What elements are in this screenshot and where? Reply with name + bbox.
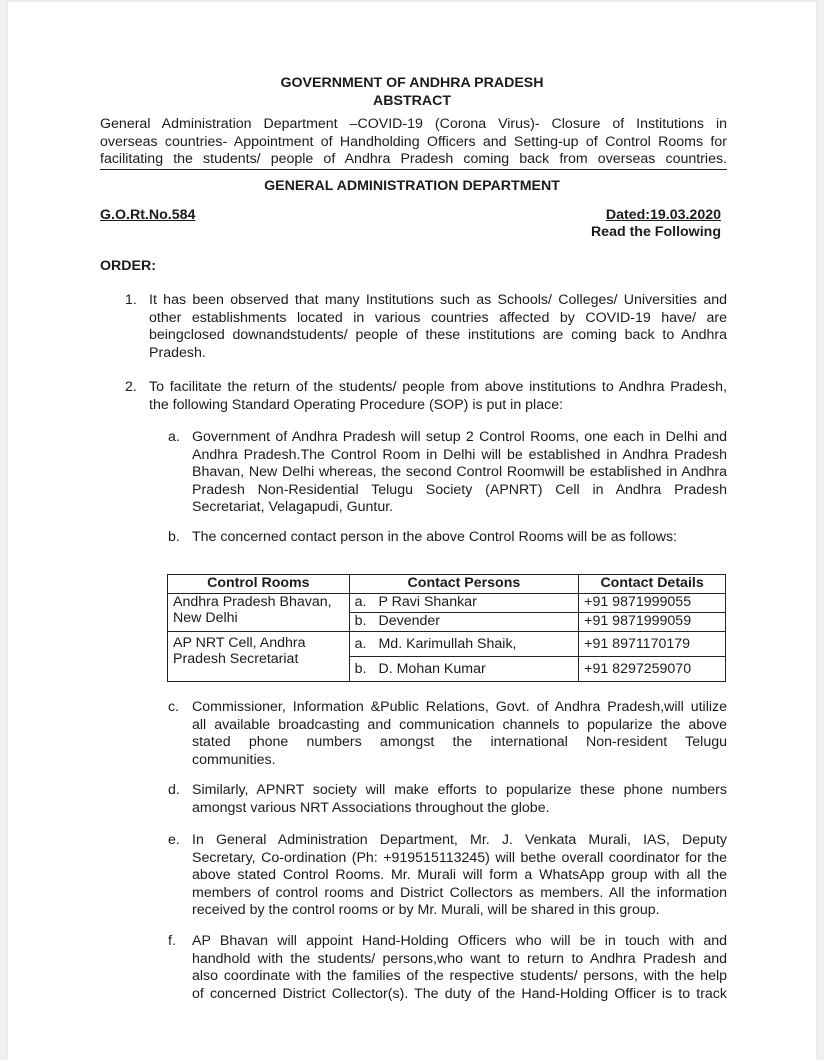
contact-person: Devender xyxy=(378,613,441,629)
control-room-cell xyxy=(168,632,350,682)
item-a xyxy=(192,429,727,517)
control-room-name: AP NRT Cell, Andhra xyxy=(173,635,306,651)
para-line: beingclosed downandstudents/ people of these institutions are coming back to Andhra xyxy=(149,327,727,343)
item-line: AP Bhavan will appoint Hand-Holding Officers who will be in touch with and xyxy=(192,933,727,949)
para-line: It has been observed that many Institutions such as Schools/ Colleges/ Universities and xyxy=(149,292,727,308)
contact-person-cell xyxy=(349,613,579,632)
table-header: Contact Persons xyxy=(349,575,579,594)
item-b xyxy=(192,529,727,547)
item-line: Bhavan, New Delhi whereas, the second Control Roomwill be established in Andhra xyxy=(192,464,727,480)
contact-phone: +91 8297259070 xyxy=(579,657,726,682)
item-line: Secretariat, Velagapudi, Guntur. xyxy=(192,499,394,515)
contact-person-cell xyxy=(349,657,579,682)
subject-line: overseas countries- Appointment of Handholding Officers and Setting-up of Control Rooms for xyxy=(100,133,727,150)
subject-line: facilitating the students/ people of Andhra Pradesh coming back from overseas countries. xyxy=(100,151,727,170)
item-label: f. xyxy=(168,933,176,949)
item-line: of concerned District Collector(s). The duty of the Hand-Holding Officer is to track xyxy=(192,985,727,1002)
para-line: Pradesh. xyxy=(149,344,206,361)
table-header: Contact Details xyxy=(579,575,726,594)
item-line: The concerned contact person in the above Control Rooms will be as follows: xyxy=(192,529,677,545)
para-2 xyxy=(149,379,727,414)
read-the-following: Read the Following xyxy=(590,224,721,240)
document-page xyxy=(8,2,816,1060)
item-line: In General Administration Department, Mr. J. Venkata Murali, IAS, Deputy xyxy=(192,832,727,848)
para-number: 1. xyxy=(125,292,137,308)
item-line: Secretary, Co-ordination (Ph: +919515113245) will bethe overall coordinator for the xyxy=(192,849,727,866)
item-line: communities. xyxy=(192,751,276,768)
item-line: above stated Control Rooms. Mr. Murali will form a WhatsApp group with all the xyxy=(192,867,727,883)
contact-person: Md. Karimullah Shaik, xyxy=(378,636,517,652)
table-header-row xyxy=(168,575,726,594)
para-line: the following Standard Operating Procedure (SOP) is put in place: xyxy=(149,396,564,413)
control-room-name: New Delhi xyxy=(173,610,238,626)
contact-person: D. Mohan Kumar xyxy=(378,661,486,677)
item-line: Government of Andhra Pradesh will setup 2 Control Rooms, one each in Delhi and xyxy=(192,429,727,445)
government-title: GOVERNMENT OF ANDHRA PRADESH xyxy=(280,75,544,91)
item-line: Andhra Pradesh.The Control Room in Delhi will be established in Andhra Pradesh xyxy=(192,446,727,463)
para-1 xyxy=(149,292,727,362)
list-marker: a. xyxy=(354,636,367,652)
list-marker: a. xyxy=(354,594,367,610)
item-f xyxy=(192,933,727,1003)
item-line: Pradesh Non-Residential Telugu Society (APNRT) Cell in Andhra Pradesh xyxy=(192,481,727,498)
item-line: amongst various NRT Associations throughout the globe. xyxy=(192,799,550,816)
item-label: e. xyxy=(168,832,180,848)
control-room-name: Andhra Pradesh Bhavan, xyxy=(173,594,332,610)
item-e xyxy=(192,832,727,920)
contact-person-cell xyxy=(349,594,579,613)
abstract-label: ABSTRACT xyxy=(372,93,452,109)
order-heading: ORDER: xyxy=(100,258,156,274)
item-c xyxy=(192,699,727,769)
table-row xyxy=(168,632,726,657)
item-line: also coordinate with the families of the respective students/ persons, with the help xyxy=(192,968,727,984)
para-line: To facilitate the return of the students/ people from above institutions to Andhra Pradesh, xyxy=(149,379,727,395)
go-number: G.O.Rt.No.584 xyxy=(100,207,196,223)
item-label: a. xyxy=(168,429,180,445)
go-date: Dated:19.03.2020 xyxy=(605,207,721,223)
item-line: received by the control rooms or by Mr. Murali, will be shared in this group. xyxy=(192,902,660,918)
para-number: 2. xyxy=(125,379,137,395)
para-line: other establishments located in various countries affected by COVID-19 have/ are xyxy=(149,309,727,326)
item-d xyxy=(192,782,727,817)
item-line: all available broadcasting and communication channels to popularize the above xyxy=(192,716,727,733)
item-label: c. xyxy=(168,699,180,715)
list-marker: b. xyxy=(354,661,367,677)
department-heading: GENERAL ADMINISTRATION DEPARTMENT xyxy=(264,178,560,194)
contact-person: P Ravi Shankar xyxy=(378,594,477,610)
table-header: Control Rooms xyxy=(168,575,350,594)
item-line: handhold with the students/ persons,who want to return to Andhra Pradesh and xyxy=(192,950,727,967)
item-label: d. xyxy=(168,782,180,798)
control-room-cell xyxy=(168,594,350,632)
item-line: Similarly, APNRT society will make efforts to popularize these phone numbers xyxy=(192,782,727,798)
contact-phone: +91 9871999055 xyxy=(579,594,726,613)
control-rooms-table xyxy=(167,574,726,682)
control-room-name: Pradesh Secretariat xyxy=(173,651,299,667)
contact-phone: +91 8971170179 xyxy=(579,632,726,657)
table-row xyxy=(168,594,726,613)
item-line: members of control rooms and District Collectors as members. All the information xyxy=(192,884,727,901)
item-line: stated phone numbers amongst the international Non-resident Telugu xyxy=(192,734,727,750)
subject-line: General Administration Department –COVID-19 (Corona Virus)- Closure of Institutions in xyxy=(100,116,727,132)
contact-phone: +91 9871999059 xyxy=(579,613,726,632)
contact-person-cell xyxy=(349,632,579,657)
list-marker: b. xyxy=(354,613,367,629)
subject-block xyxy=(100,116,727,170)
item-label: b. xyxy=(168,529,180,545)
item-line: Commissioner, Information &Public Relations, Govt. of Andhra Pradesh,will utilize xyxy=(192,699,727,715)
